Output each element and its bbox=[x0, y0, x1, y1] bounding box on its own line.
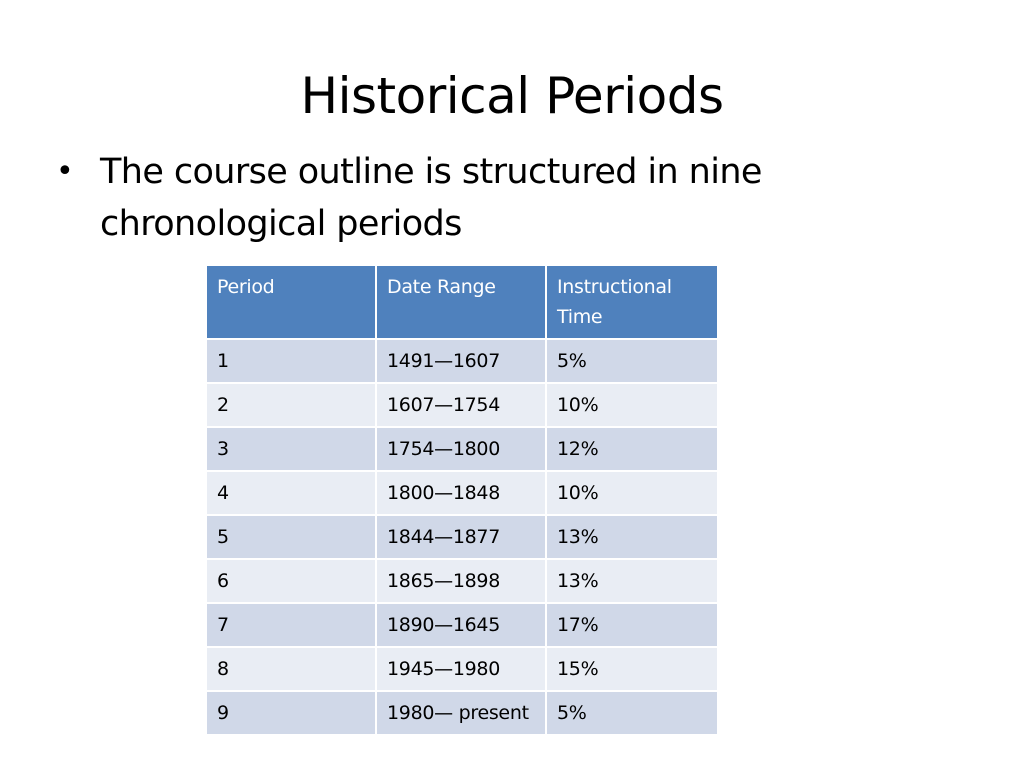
cell-date-range: 1607—1754 bbox=[376, 383, 546, 427]
table-row bbox=[206, 603, 718, 647]
cell-instructional-time: 13% bbox=[546, 559, 718, 603]
cell-date-range: 1800—1848 bbox=[376, 471, 546, 515]
cell-instructional-time: 10% bbox=[546, 383, 718, 427]
table-row bbox=[206, 427, 718, 471]
cell-date-range: 1491—1607 bbox=[376, 339, 546, 383]
cell-date-range: 1754—1800 bbox=[376, 427, 546, 471]
cell-date-range: 1980— present bbox=[376, 691, 546, 735]
header-date-range: Date Range bbox=[376, 265, 546, 339]
table-row bbox=[206, 471, 718, 515]
cell-period: 1 bbox=[206, 339, 376, 383]
cell-date-range: 1945—1980 bbox=[376, 647, 546, 691]
cell-date-range: 1890—1645 bbox=[376, 603, 546, 647]
cell-instructional-time: 13% bbox=[546, 515, 718, 559]
table-row bbox=[206, 515, 718, 559]
cell-instructional-time: 15% bbox=[546, 647, 718, 691]
cell-period: 3 bbox=[206, 427, 376, 471]
table-row bbox=[206, 383, 718, 427]
cell-period: 8 bbox=[206, 647, 376, 691]
slide-title: Historical Periods bbox=[300, 67, 724, 125]
cell-period: 4 bbox=[206, 471, 376, 515]
table-row bbox=[206, 647, 718, 691]
cell-instructional-time: 12% bbox=[546, 427, 718, 471]
periods-table bbox=[205, 264, 719, 736]
cell-instructional-time: 17% bbox=[546, 603, 718, 647]
table-row bbox=[206, 559, 718, 603]
header-instructional-time: Instructional Time bbox=[546, 265, 718, 339]
table-header-row bbox=[206, 265, 718, 339]
cell-date-range: 1844—1877 bbox=[376, 515, 546, 559]
header-period: Period bbox=[206, 265, 376, 339]
cell-date-range: 1865—1898 bbox=[376, 559, 546, 603]
cell-period: 2 bbox=[206, 383, 376, 427]
cell-period: 7 bbox=[206, 603, 376, 647]
table-row bbox=[206, 339, 718, 383]
cell-period: 5 bbox=[206, 515, 376, 559]
bullet-dot-icon: • bbox=[56, 154, 74, 189]
cell-instructional-time: 10% bbox=[546, 471, 718, 515]
cell-instructional-time: 5% bbox=[546, 339, 718, 383]
cell-instructional-time: 5% bbox=[546, 691, 718, 735]
bullet-text: The course outline is structured in nine chronological periods bbox=[100, 152, 762, 244]
table-row bbox=[206, 691, 718, 735]
cell-period: 6 bbox=[206, 559, 376, 603]
cell-period: 9 bbox=[206, 691, 376, 735]
